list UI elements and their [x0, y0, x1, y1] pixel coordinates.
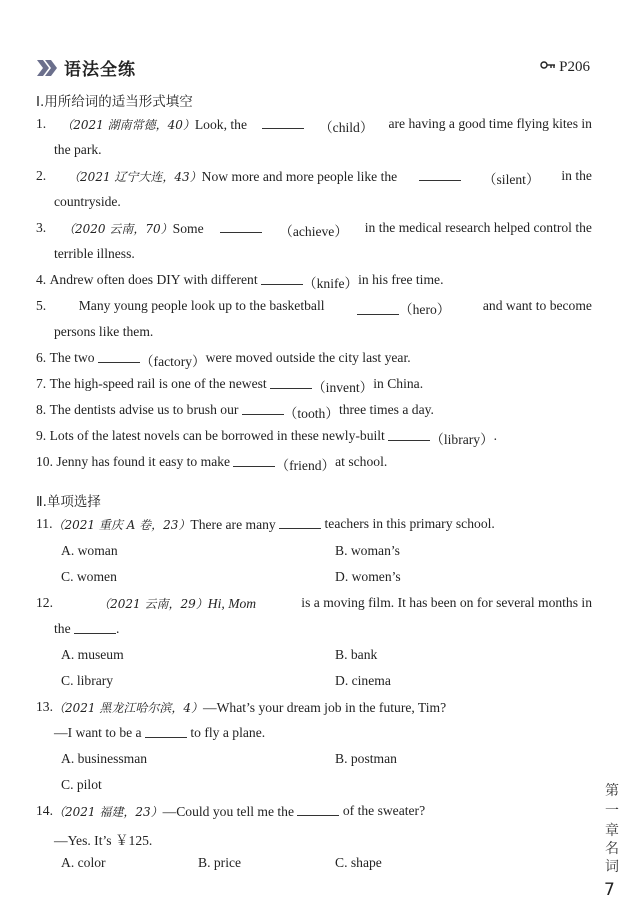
option-c[interactable]: C. shape — [335, 855, 382, 870]
answer-page-ref: P206 — [559, 59, 590, 75]
chapter-char: 一 — [605, 803, 619, 819]
section-title: Ⅱ.单项选择 — [36, 494, 101, 510]
chapter-char: 名 — [605, 841, 619, 857]
question-5-cont: persons like them. — [54, 324, 154, 339]
chapter-char: 词 — [605, 859, 619, 875]
question-5: 5. Many young people look up to the basketball （hero） and want to become — [36, 298, 592, 317]
question-14-cont: —Yes. It’s ￥125. — [54, 833, 153, 848]
option-b[interactable]: B. postman — [335, 751, 397, 766]
chapter-char: 第 — [605, 783, 619, 799]
question-2: 2. （2021 辽宁大连，43）Now more and more people like the （silent） in the — [36, 168, 592, 187]
key-icon — [540, 60, 556, 70]
option-b[interactable]: B. woman’s — [335, 543, 400, 558]
answer-blank[interactable] — [233, 455, 275, 467]
option-a[interactable]: A. museum — [61, 647, 124, 662]
answer-blank[interactable] — [279, 517, 321, 529]
answer-blank[interactable] — [145, 726, 187, 738]
question-10: 10. Jenny has found it easy to make （friend） at school. — [36, 454, 388, 473]
answer-reference — [540, 59, 590, 76]
option-b[interactable]: B. bank — [335, 647, 378, 662]
answer-blank[interactable] — [242, 403, 284, 415]
chapter-char: 章 — [605, 823, 619, 839]
option-d[interactable]: D. women’s — [335, 569, 401, 584]
answer-blank[interactable] — [419, 169, 461, 181]
question-6: 6. The two （factory） were moved outside the city last year. — [36, 350, 411, 369]
question-12: 12. （2021 云南，29）Hi, Mom is a moving film. It has been on for several months in — [36, 595, 592, 611]
answer-blank[interactable] — [262, 117, 304, 129]
double-chevron-icon — [36, 58, 58, 78]
question-12-cont: the . — [54, 621, 120, 636]
answer-blank[interactable] — [357, 303, 399, 315]
answer-blank[interactable] — [74, 622, 116, 634]
page-header — [36, 54, 596, 84]
option-c[interactable]: C. women — [61, 569, 117, 584]
answer-blank[interactable] — [261, 273, 303, 285]
question-1-cont: the park. — [54, 142, 102, 157]
answer-blank[interactable] — [220, 221, 262, 233]
question-13-cont: —I want to be a to fly a plane. — [54, 725, 266, 740]
answer-blank[interactable] — [98, 351, 140, 363]
option-a[interactable]: A. color — [61, 855, 106, 870]
question-2-cont: countryside. — [54, 194, 121, 209]
question-3-cont: terrible illness. — [54, 246, 135, 261]
question-7: 7. The high-speed rail is one of the newest （invent） in China. — [36, 376, 424, 395]
page-number: 7 — [604, 880, 615, 900]
option-a[interactable]: A. woman — [61, 543, 118, 558]
question-9: 9. Lots of the latest novels can be borrowed in these newly-built （library） . — [36, 428, 498, 447]
page-title: 语法全练 — [64, 60, 136, 80]
option-b[interactable]: B. price — [198, 855, 242, 870]
answer-blank[interactable] — [297, 804, 339, 816]
option-a[interactable]: A. businessman — [61, 751, 148, 766]
option-d[interactable]: D. cinema — [335, 673, 391, 688]
question-14: 14. （2021 福建，23）—Could you tell me the of the sweater? — [36, 803, 426, 819]
option-c[interactable]: C. library — [61, 673, 114, 688]
section-title: Ⅰ.用所给词的适当形式填空 — [36, 94, 193, 110]
question-8: 8. The dentists advise us to brush our （tooth） three times a day. — [36, 402, 434, 421]
question-1: 1. （2021 湖南常德，40）Look, the （child） are having a good time flying kites in — [36, 116, 592, 135]
question-11: 11. （2021 重庆 A 卷，23）There are many teachers in this primary school. — [36, 516, 495, 532]
option-c[interactable]: C. pilot — [61, 777, 102, 792]
question-3: 3. （2020 云南，70）Some （achieve） in the medical research helped control the — [36, 220, 592, 239]
question-4: 4. Andrew often does DIY with different （knife） in his free time. — [36, 272, 444, 291]
question-13: 13. （2021 黑龙江哈尔滨，4）—What’s your dream job in the future, Tim? — [36, 699, 447, 715]
answer-blank[interactable] — [388, 429, 430, 441]
answer-blank[interactable] — [270, 377, 312, 389]
